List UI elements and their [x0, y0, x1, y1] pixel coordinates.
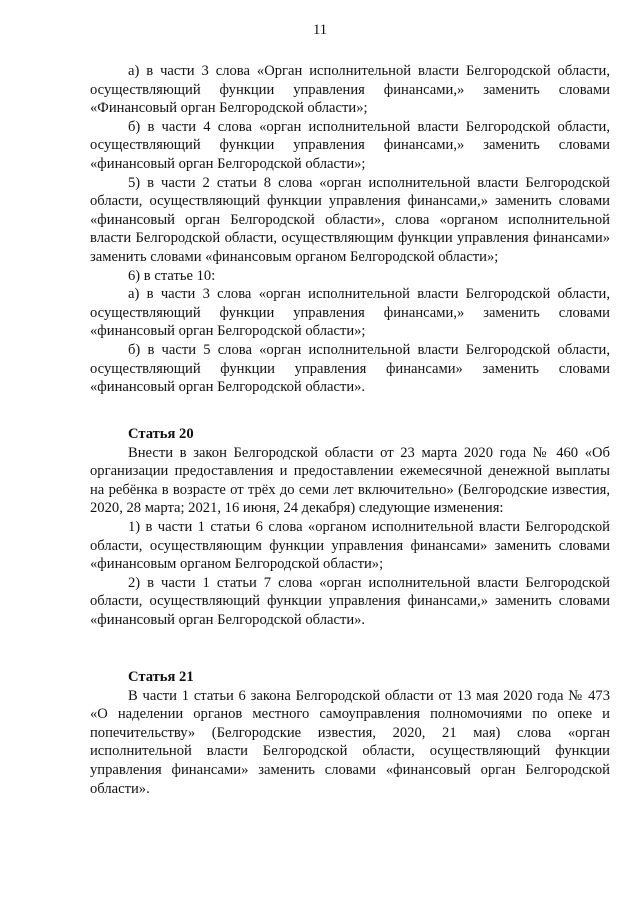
page-number: 11 [312, 22, 328, 38]
paragraph: 5) в части 2 статьи 8 слова «орган исполнительной власти Белгородской области, осуществляющий функции управления финансами,» заменить словами «финансовый орган Белгородской области», слова «органом исполнительной власти Белгородской области, осуществляющим функции управления финансами» заменить словами «финансовым органом Белгородской области»; [90, 174, 610, 265]
article-heading: Статья 21 [128, 669, 194, 685]
article-20 [90, 425, 610, 630]
article-heading: Статья 20 [128, 426, 194, 442]
article-21 [90, 668, 610, 798]
paragraph: 6) в статье 10: [128, 267, 216, 284]
amendment-list-continued [90, 62, 610, 397]
paragraph: В части 1 статьи 6 закона Белгородской области от 13 мая 2020 года № 473 «О наделении органов местного самоуправления полномочиями по опеке и попечительству» (Белгородские известия, 2020, 21 мая) слова «орган исполнительной власти Белгородской области, осуществляющий функции управления финансами» заменить словами «финансовый орган Белгородской области». [90, 687, 610, 797]
paragraph: а) в части 3 слова «Орган исполнительной власти Белгородской области, осуществляющий функции управления финансами,» заменить словами «Финансовый орган Белгородской области»; [90, 63, 610, 117]
paragraph: б) в части 5 слова «орган исполнительной власти Белгородской области, осуществляющий функции управления финансами» заменить словами «финансовый орган Белгородской области». [90, 341, 610, 396]
paragraph: а) в части 3 слова «орган исполнительной власти Белгородской области, осуществляющий функции управления финансами,» заменить словами «финансовый орган Белгородской области»; [90, 286, 610, 340]
paragraph: 1) в части 1 статьи 6 слова «органом исполнительной власти Белгородской области, осуществляющим функции управления финансами» заменить словами «финансовым органом Белгородской области»; [90, 518, 610, 573]
paragraph: б) в части 4 слова «орган исполнительной власти Белгородской области, осуществляющий функции управления финансами,» заменить словами «финансовый орган Белгородской области»; [90, 118, 610, 172]
paragraph: Внести в закон Белгородской области от 23 марта 2020 года № 460 «Об организации предоставления и предоставлении ежемесячной денежной выплаты на ребёнка в возрасте от трёх до семи лет включительно» (Белгородские известия, 2020, 28 марта; 2021, 16 июня, 24 декабря) следующие изменения: [90, 444, 610, 517]
paragraph: 2) в части 1 статьи 7 слова «орган исполнительной власти Белгородской области, осуществляющий функции управления финансами,» заменить словами «финансовый орган Белгородской области». [90, 574, 610, 628]
